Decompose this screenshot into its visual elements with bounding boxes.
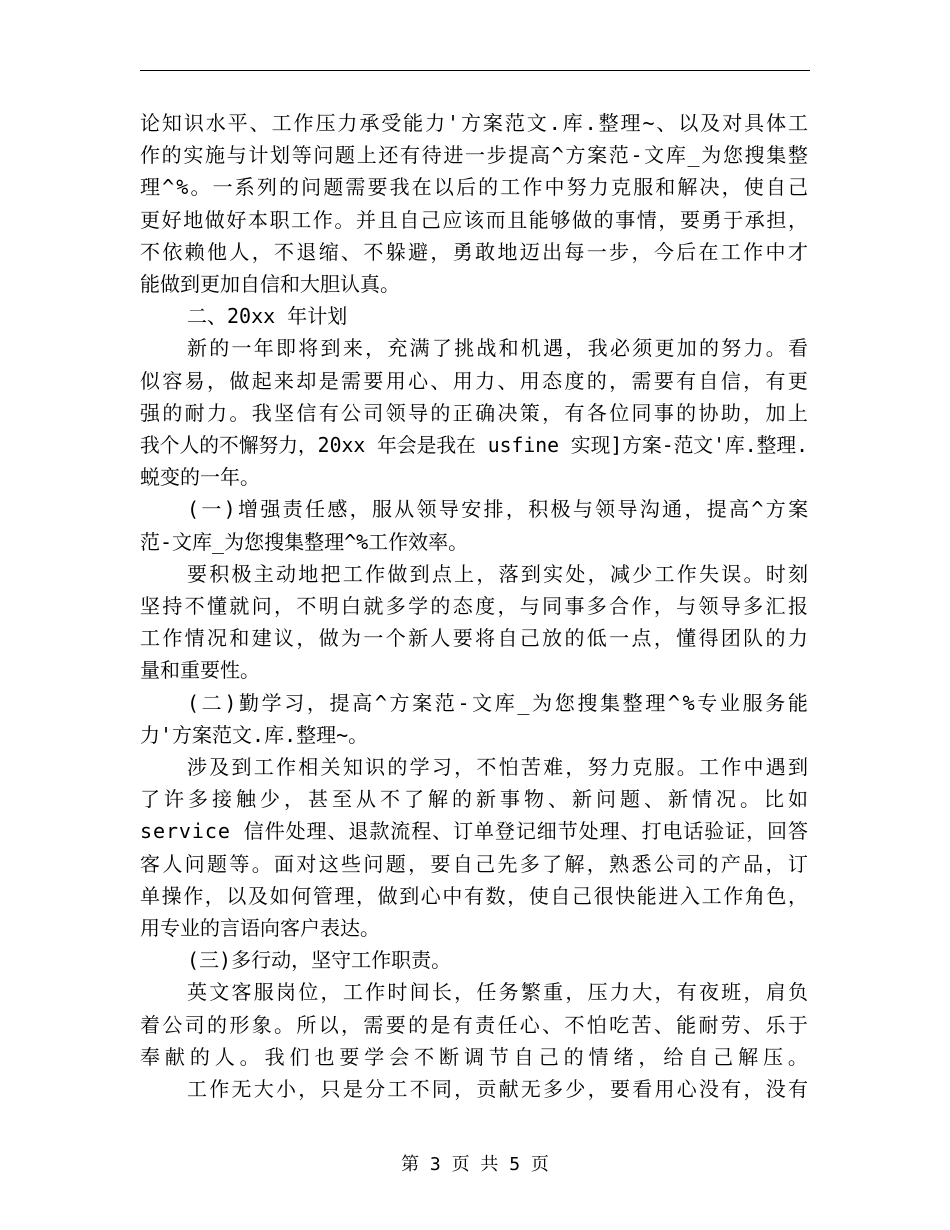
text-line: 范-文库_为您搜集整理^%工作效率。	[140, 530, 469, 554]
text-line: 似容易，做起来却是需要用心、用力、用态度的，需要有自信，有更	[140, 369, 811, 393]
text-line: 不依赖他人，不退缩、不躲避，勇敢地迈出每一步，今后在工作中才	[140, 240, 811, 264]
text-line: 能做到更加自信和大胆认真。	[140, 272, 400, 296]
subsection-heading: (二)勤学习，提高^方案范-文库_为您搜集整理^%专业服务能	[187, 691, 811, 715]
subsection-heading: (一)增强责任感，服从领导安排，积极与领导沟通，提高^方案	[187, 497, 811, 521]
text-line: 作的实施与计划等问题上还有待进一步提高^方案范-文库_为您搜集整	[140, 143, 810, 167]
text-line: 强的耐力。我坚信有公司领导的正确决策，有各位同事的协助，加上	[140, 401, 811, 425]
subsection-heading: (三)多行动，坚守工作职责。	[187, 948, 452, 972]
text-line: 力'方案范文.库.整理~。	[140, 723, 369, 747]
text-line: 蜕变的一年。	[140, 465, 260, 489]
text-line: 奉献的人。我们也要学会不断调节自己的情绪，给自己解压。	[140, 1045, 813, 1069]
text-line: 理^%。一系列的问题需要我在以后的工作中努力克服和解决，使自己	[140, 175, 811, 199]
text-line: 工作情况和建议，做为一个新人要将自己放的低一点，懂得团队的力	[140, 626, 811, 650]
text-line: 论知识水平、工作压力承受能力'方案范文.库.整理~、以及对具体工	[140, 111, 810, 135]
text-line: 英文客服岗位，工作时间长，任务繁重，压力大，有夜班，肩负	[187, 980, 811, 1004]
text-line: 着公司的形象。所以，需要的是有责任心、不怕吃苦、能耐劳、乐于	[140, 1013, 811, 1037]
text-line: service 信件处理、退款流程、订单登记细节处理、打电话验证，回答	[140, 819, 809, 843]
text-line: 量和重要性。	[140, 658, 260, 682]
text-line: 我个人的不懈努力，20xx 年会是我在 usfine 实现]方案-范文'库.整理.	[140, 433, 809, 457]
section-heading: 二、20xx 年计划	[187, 304, 348, 328]
text-line: 了许多接触少，甚至从不了解的新事物、新问题、新情况。比如	[140, 787, 812, 811]
page-number: 第 3 页 共 5 页	[401, 1154, 549, 1175]
text-line: 工作无大小，只是分工不同，贡献无多少，要看用心没有，没有	[187, 1077, 811, 1101]
text-line: 涉及到工作相关知识的学习，不怕苦难，努力克服。工作中遇到	[187, 755, 811, 779]
text-line: 用专业的言语向客户表达。	[140, 916, 380, 940]
text-line: 更好地做好本职工作。并且自己应该而且能够做的事情，要勇于承担，	[140, 208, 810, 232]
text-line: 要积极主动地把工作做到点上，落到实处，减少工作失误。时刻	[187, 562, 811, 586]
text-line: 新的一年即将到来，充满了挑战和机遇，我必须更加的努力。看	[187, 336, 811, 360]
text-line: 单操作，以及如何管理，做到心中有数，使自己很快能进入工作角色，	[140, 884, 810, 908]
text-line: 坚持不懂就问，不明白就多学的态度，与同事多合作，与领导多汇报	[140, 594, 811, 618]
text-line: 客人问题等。面对这些问题，要自己先多了解，熟悉公司的产品，订	[140, 852, 811, 876]
